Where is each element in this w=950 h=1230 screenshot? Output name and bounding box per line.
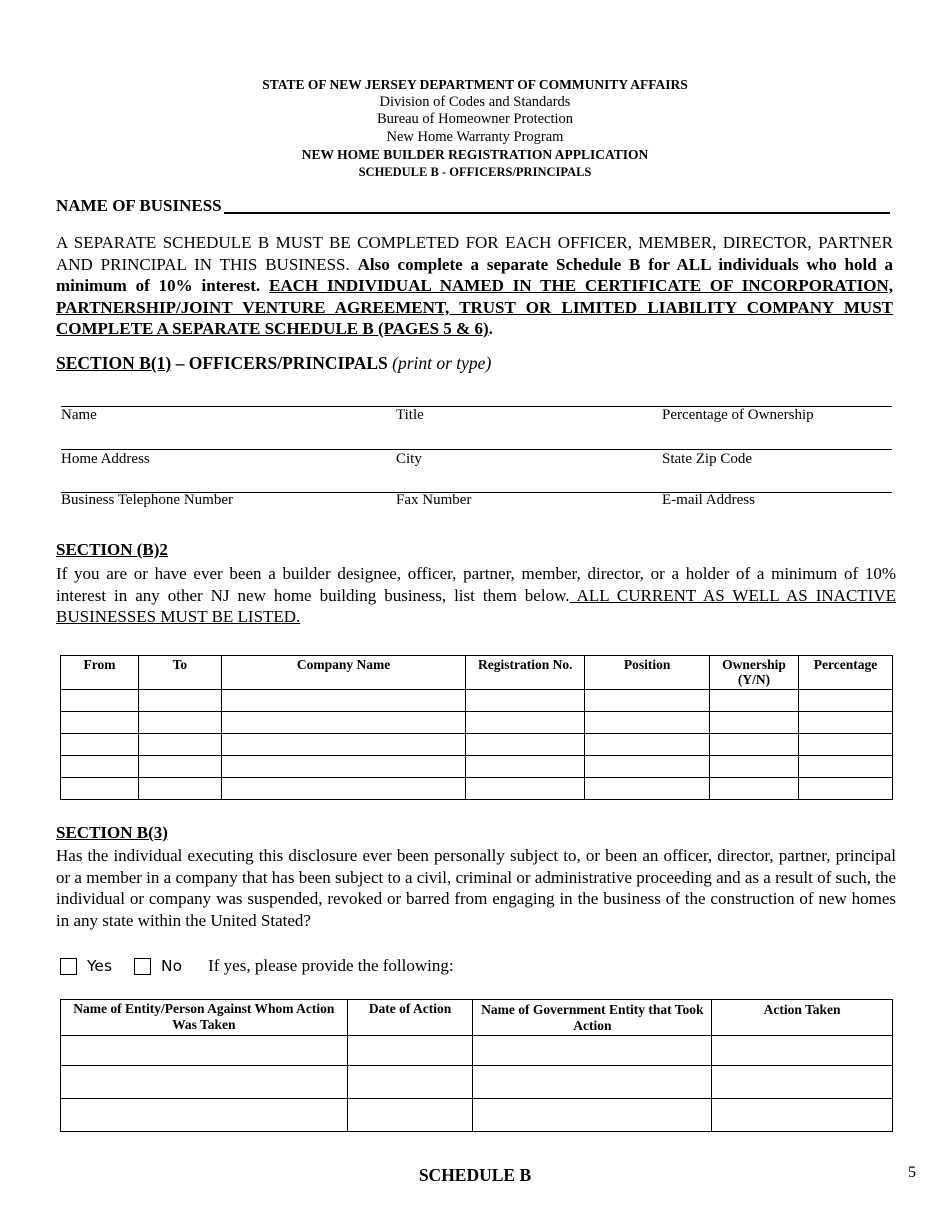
section-b2-text-main: If you are or have ever been a builder designee, officer, partner, member, director, or a holder of a minimum of 10% interest in any other NJ new home building business, list them below. [56, 564, 896, 605]
table-cell[interactable] [347, 1099, 473, 1132]
officer-fields [61, 406, 892, 536]
document-header [0, 76, 950, 181]
table-cell[interactable] [61, 690, 139, 712]
state-zip-field-label[interactable]: State Zip Code [662, 451, 752, 467]
table-cell[interactable] [138, 690, 221, 712]
intro-text-end: . [488, 319, 493, 338]
table-header-row [61, 656, 893, 690]
business-name-label: NAME OF BUSINESS [56, 196, 222, 215]
table-cell[interactable] [799, 734, 893, 756]
section-b1-title-italic: (print or type) [392, 353, 492, 373]
table-cell[interactable] [799, 756, 893, 778]
col-percentage: Percentage [799, 656, 893, 690]
table-cell[interactable] [221, 734, 466, 756]
table-cell[interactable] [221, 712, 466, 734]
table-cell[interactable] [712, 1036, 893, 1066]
col-action-taken: Action Taken [712, 1000, 893, 1036]
business-name-field [56, 196, 890, 216]
section-b1-title-rest: – OFFICERS/PRINCIPALS [171, 353, 393, 373]
table-cell[interactable] [710, 712, 799, 734]
table-cell[interactable] [585, 712, 710, 734]
table-cell[interactable] [221, 756, 466, 778]
header-agency: STATE OF NEW JERSEY DEPARTMENT OF COMMUNITY AFFAIRS [262, 77, 688, 92]
section-b2-text-underlined: ALL CURRENT AS WELL AS INACTIVE BUSINESSES MUST BE LISTED. [56, 585, 896, 626]
table-row [61, 1036, 893, 1066]
table-cell[interactable] [61, 734, 139, 756]
business-phone-field-label[interactable]: Business Telephone Number [61, 492, 233, 508]
table-cell[interactable] [466, 690, 585, 712]
table-cell[interactable] [61, 1066, 348, 1099]
field-rule [61, 449, 892, 450]
header-schedule: SCHEDULE B - OFFICERS/PRINCIPALS [358, 164, 592, 179]
intro-text-3: EACH INDIVIDUAL NAMED IN THE CERTIFICATE OF INCORPORATION, PARTNERSHIP/JOINT VENTURE AGREEMENT, TRUST OR LIMITED LIABILITY COMPANY MUST COMPLETE A SEPARATE SCHEDULE B (PAGES 5 & 6) [56, 276, 893, 338]
col-government-entity: Name of Government Entity that Took Action [473, 1000, 712, 1036]
table-cell[interactable] [585, 690, 710, 712]
table-cell[interactable] [585, 778, 710, 800]
table-cell[interactable] [712, 1066, 893, 1099]
intro-paragraph [56, 232, 893, 340]
col-to: To [138, 656, 221, 690]
table-cell[interactable] [61, 712, 139, 734]
home-address-field-label[interactable]: Home Address [61, 451, 150, 467]
table-cell[interactable] [347, 1036, 473, 1066]
header-bureau: Bureau of Homeowner Protection [376, 111, 574, 127]
city-field-label[interactable]: City [396, 451, 422, 467]
col-position: Position [585, 656, 710, 690]
name-field-label[interactable]: Name [61, 407, 97, 423]
header-program: New Home Warranty Program [386, 128, 564, 145]
table-cell[interactable] [138, 756, 221, 778]
table-cell[interactable] [473, 1036, 712, 1066]
table-cell[interactable] [712, 1099, 893, 1132]
table-cell[interactable] [138, 734, 221, 756]
table-cell[interactable] [585, 734, 710, 756]
table-cell[interactable] [61, 1099, 348, 1132]
table-row [61, 690, 893, 712]
table-cell[interactable] [347, 1066, 473, 1099]
business-name-input-line[interactable] [224, 197, 890, 214]
table-row [61, 1066, 893, 1099]
col-date-of-action: Date of Action [347, 1000, 473, 1036]
no-checkbox[interactable] [134, 958, 151, 975]
table-cell[interactable] [466, 778, 585, 800]
table-cell[interactable] [221, 778, 466, 800]
table-cell[interactable] [221, 690, 466, 712]
table-cell[interactable] [585, 756, 710, 778]
table-cell[interactable] [61, 756, 139, 778]
section-b1-title-underlined: SECTION B(1) [56, 353, 172, 373]
section-b2-title: SECTION (B)2 [56, 540, 168, 559]
table-cell[interactable] [61, 778, 139, 800]
table-row [61, 756, 893, 778]
table-row [61, 778, 893, 800]
yes-no-question [60, 956, 454, 976]
actions-table [60, 999, 893, 1132]
table-cell[interactable] [138, 778, 221, 800]
header-division: Division of Codes and Standards [379, 93, 571, 110]
intro-text-2: Also complete a separate Schedule B for ALL individuals who hold a minimum of 10% interest. [56, 254, 893, 295]
table-row [61, 734, 893, 756]
section-b1-title [56, 353, 491, 374]
table-cell[interactable] [466, 712, 585, 734]
col-ownership: Ownership (Y/N) [710, 656, 799, 690]
table-cell[interactable] [799, 778, 893, 800]
table-row [61, 1099, 893, 1132]
table-cell[interactable] [466, 756, 585, 778]
section-b3-title: SECTION B(3) [56, 823, 168, 842]
section-b2-text [56, 563, 896, 628]
table-cell[interactable] [710, 734, 799, 756]
table-cell[interactable] [473, 1066, 712, 1099]
col-registration-no: Registration No. [466, 656, 585, 690]
table-cell[interactable] [466, 734, 585, 756]
col-company-name: Company Name [221, 656, 466, 690]
title-field-label[interactable]: Title [396, 407, 424, 423]
no-label: No [161, 957, 183, 975]
table-cell[interactable] [710, 690, 799, 712]
ownership-field-label[interactable]: Percentage of Ownership [662, 407, 814, 423]
table-row [61, 712, 893, 734]
col-from: From [61, 656, 139, 690]
yes-label: Yes [87, 957, 113, 975]
intro-text-1: A SEPARATE SCHEDULE B MUST BE COMPLETED FOR EACH OFFICER, MEMBER, DIRECTOR, PARTNER AND PRINCIPAL IN THIS BUSINESS. [56, 233, 893, 274]
other-businesses-table [60, 655, 893, 800]
fax-field-label[interactable]: Fax Number [396, 492, 472, 508]
header-form-title: NEW HOME BUILDER REGISTRATION APPLICATION [301, 147, 649, 162]
footer-title: SCHEDULE B [418, 1165, 532, 1185]
col-entity-name: Name of Entity/Person Against Whom Action Was Taken [61, 1000, 348, 1036]
page-number: 5 [908, 1164, 916, 1181]
table-cell[interactable] [61, 1036, 348, 1066]
section-b3-text: Has the individual executing this disclosure ever been personally subject to, or been an officer, director, partner, principal or a member in a company that has been subject to a civil, criminal or administrative proceeding and as a result of such, the individual or company was suspended, revoked or barred from engaging in the business of the construction of new homes in any state within the United Stated? [56, 846, 896, 930]
table-cell[interactable] [473, 1099, 712, 1132]
table-cell[interactable] [710, 756, 799, 778]
table-header-row [61, 1000, 893, 1036]
table-cell[interactable] [138, 712, 221, 734]
yes-checkbox[interactable] [60, 958, 77, 975]
email-field-label[interactable]: E-mail Address [662, 492, 755, 508]
table-cell[interactable] [799, 712, 893, 734]
table-cell[interactable] [799, 690, 893, 712]
table-cell[interactable] [710, 778, 799, 800]
followup-text: If yes, please provide the following: [208, 956, 454, 975]
